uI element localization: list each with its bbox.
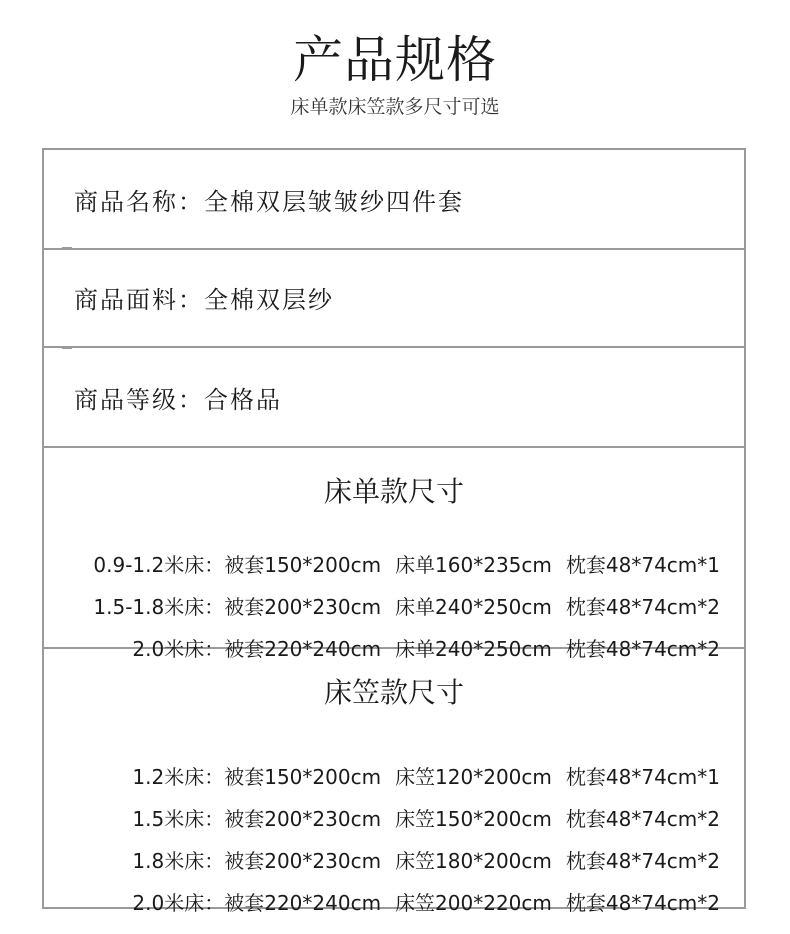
spec-table bbox=[42, 148, 746, 915]
fitted-sheet-size: 床笠150*200cm bbox=[395, 807, 552, 831]
sheet-size: 床单240*250cm bbox=[395, 637, 552, 661]
sheet-size: 床单160*235cm bbox=[395, 553, 552, 577]
product-fabric-value: 全棉双层纱 bbox=[204, 285, 334, 314]
sheet-size-title: 床单款尺寸 bbox=[323, 475, 464, 508]
duvet-size: 被套220*240cm bbox=[224, 637, 382, 661]
product-name-row bbox=[44, 150, 744, 250]
sheet-size: 床单240*250cm bbox=[395, 595, 552, 619]
pillow-size: 枕套48*74cm*2 bbox=[565, 595, 720, 619]
product-grade-label: 商品等级： bbox=[74, 385, 204, 414]
bed-size: 2.0米床： bbox=[132, 637, 225, 661]
duvet-size: 被套200*230cm bbox=[224, 807, 382, 831]
product-fabric-row bbox=[44, 248, 744, 348]
product-grade-row bbox=[44, 348, 744, 448]
pillow-size: 枕套48*74cm*2 bbox=[565, 849, 720, 873]
product-name-label: 商品名称： bbox=[74, 187, 204, 216]
duvet-size: 被套200*230cm bbox=[224, 595, 382, 619]
product-grade-value: 合格品 bbox=[204, 385, 282, 414]
duvet-size: 被套150*200cm bbox=[224, 765, 382, 789]
duvet-size: 被套200*230cm bbox=[224, 849, 382, 873]
sheet-size-section bbox=[44, 448, 744, 661]
bed-size: 1.5米床： bbox=[132, 807, 225, 831]
page-title: 产品规格 bbox=[293, 31, 497, 89]
pillow-size: 枕套48*74cm*2 bbox=[565, 637, 720, 661]
bed-size: 1.5-1.8米床： bbox=[93, 595, 225, 619]
pillow-size: 枕套48*74cm*2 bbox=[565, 891, 720, 915]
fitted-sheet-size: 床笠180*200cm bbox=[395, 849, 552, 873]
pillow-size: 枕套48*74cm*2 bbox=[565, 807, 720, 831]
pillow-size: 枕套48*74cm*1 bbox=[565, 765, 720, 789]
fitted-sheet-size: 床笠120*200cm bbox=[395, 765, 552, 789]
duvet-size: 被套220*240cm bbox=[224, 891, 382, 915]
duvet-size: 被套150*200cm bbox=[224, 553, 382, 577]
pillow-size: 枕套48*74cm*1 bbox=[565, 553, 720, 577]
fitted-size-title: 床笠款尺寸 bbox=[323, 676, 464, 709]
fitted-sheet-size: 床笠200*220cm bbox=[395, 891, 552, 915]
bed-size: 2.0米床： bbox=[132, 891, 225, 915]
size-row bbox=[94, 858, 720, 934]
bed-size: 0.9-1.2米床： bbox=[93, 553, 225, 577]
bed-size: 1.8米床： bbox=[132, 849, 225, 873]
fitted-size-section bbox=[44, 649, 744, 915]
product-name-value: 全棉双层皱皱纱四件套 bbox=[204, 187, 464, 216]
page-subtitle: 床单款床笠款多尺寸可选 bbox=[290, 96, 500, 118]
product-fabric-label: 商品面料： bbox=[74, 285, 204, 314]
bed-size: 1.2米床： bbox=[132, 765, 225, 789]
